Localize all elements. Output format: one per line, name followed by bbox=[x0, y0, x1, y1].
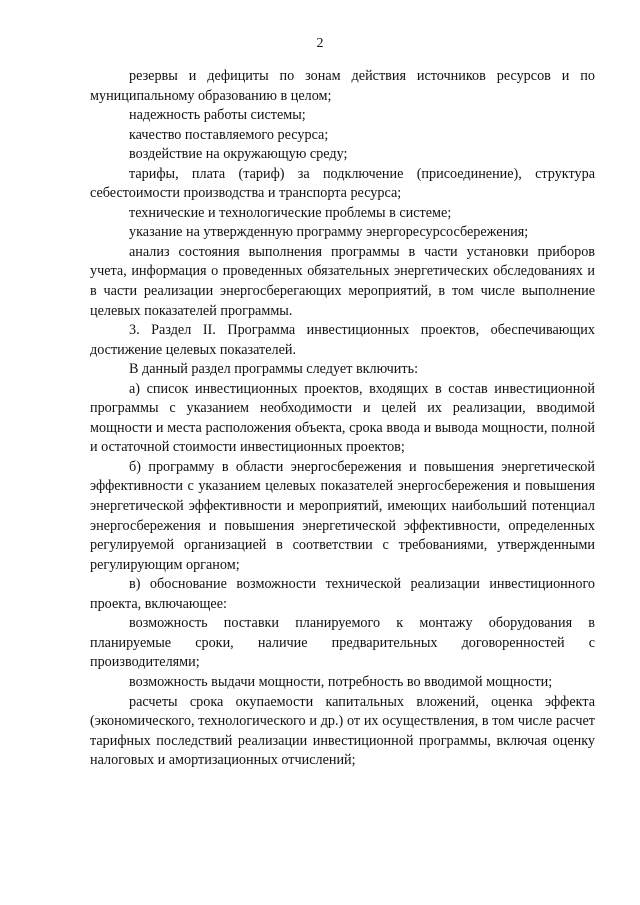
list-item-b: б) программу в области энергосбережения и повышения энергетической эффективности с указанием целевых показателей энергосбережения и повышения энергетической эффективности и мероприятий, имеющих наибольший потенциал энергосбережения и повышения энергетической эффективности, определенных регулируемой организацией в соответствии с требованиями, утвержденными регулирующим органом; bbox=[90, 458, 595, 573]
list-item-a: а) список инвестиционных проектов, входящих в состав инвестиционной программы с указанием необходимости и целей их реализации, вводимой мощности и места расположения объекта, срока ввода и вывода мощности, полной и остаточной стоимости инвестиционных проектов; bbox=[90, 380, 595, 456]
page-number: 2 bbox=[316, 36, 324, 51]
paragraph: резервы и дефициты по зонам действия источников ресурсов и по муниципальному образованию в целом; bbox=[90, 68, 595, 104]
paragraph: указание на утвержденную программу энергоресурсосбережения; bbox=[129, 224, 529, 241]
list-item-v: в) обоснование возможности технической реализации инвестиционного проекта, включающее: bbox=[90, 576, 595, 612]
section-heading: 3. Раздел II. Программа инвестиционных проектов, обеспечивающих достижение целевых показателей. bbox=[90, 322, 595, 358]
paragraph: В данный раздел программы следует включить: bbox=[129, 361, 419, 378]
paragraph: расчеты срока окупаемости капитальных вложений, оценка эффекта (экономического, технологического и др.) от их осуществления, в том числе расчет тарифных последствий реализации инвестиционной программы, включая оценку налоговых и амортизационных отчислений; bbox=[90, 693, 595, 769]
document-body bbox=[90, 67, 595, 771]
paragraph: возможность поставки планируемого к монтажу оборудования в планируемые сроки, наличие предварительных договоренностей с производителями; bbox=[90, 615, 595, 671]
paragraph: надежность работы системы; bbox=[129, 107, 306, 124]
paragraph: качество поставляемого ресурса; bbox=[129, 126, 329, 143]
paragraph: тарифы, плата (тариф) за подключение (присоединение), структура себестоимости производства и транспорта ресурса; bbox=[90, 165, 595, 202]
paragraph: технические и технологические проблемы в системе; bbox=[129, 204, 452, 221]
paragraph: воздействие на окружающую среду; bbox=[129, 146, 348, 163]
paragraph: возможность выдачи мощности, потребность во вводимой мощности; bbox=[129, 673, 553, 690]
paragraph: анализ состояния выполнения программы в части установки приборов учета, информация о проведенных обязательных энергетических обследованиях и в части реализации энергосберегающих мероприятий, в том числе выполнение целевых показателей программы. bbox=[90, 243, 595, 319]
